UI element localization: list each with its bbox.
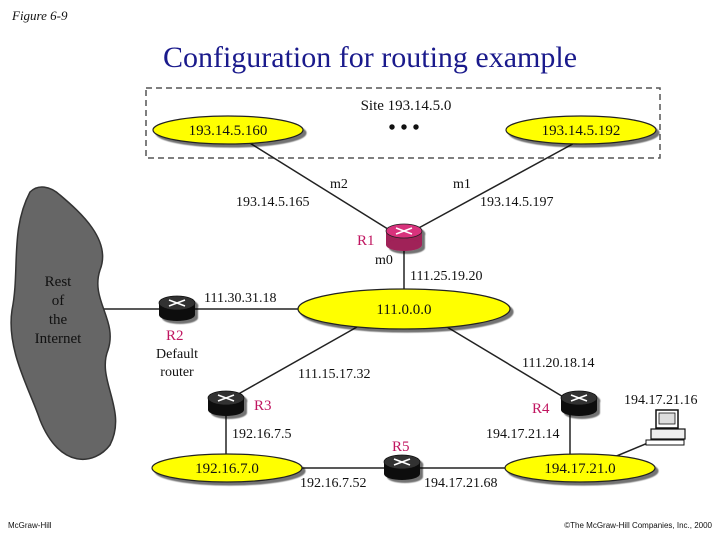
figure-label: Figure 6-9: [12, 8, 68, 23]
internet-cloud: [11, 187, 116, 459]
router-r2: [159, 296, 195, 321]
r1-m1-label: m1: [453, 177, 471, 192]
r1-m2-label: m2: [330, 177, 348, 192]
site-host-right: [506, 116, 656, 144]
footer-left: McGraw-Hill: [8, 521, 52, 530]
site-host-left-label: 193.14.5.160: [188, 123, 268, 139]
r4-backbone-address: 111.20.18.14: [522, 356, 595, 371]
link-r1-host-left: [245, 140, 399, 236]
internet-line1: Rest: [44, 274, 72, 290]
r1-m2-address: 193.14.5.165: [236, 195, 310, 210]
site-host-right-label: 193.14.5.192: [541, 123, 621, 139]
ellipsis: • • •: [388, 117, 420, 139]
r3-backbone-address: 111.15.17.32: [298, 367, 371, 382]
router-r5: [384, 455, 420, 480]
router-r3: [208, 391, 244, 416]
r5-left-address: 192.16.7.52: [300, 476, 367, 491]
backbone-label: 111.0.0.0: [376, 302, 432, 318]
site-label: Site 193.14.5.0: [360, 98, 452, 114]
r3-lan-address: 192.16.7.5: [232, 427, 292, 442]
router-r4: [561, 391, 597, 416]
r4-name: R4: [532, 401, 550, 417]
network-left: [152, 454, 302, 482]
router-r1: [386, 224, 422, 251]
r2-address: 111.30.31.18: [204, 291, 277, 306]
backbone-network: [298, 289, 510, 329]
footer-right: ©The McGraw-Hill Companies, Inc., 2000: [564, 521, 712, 530]
r1-name: R1: [357, 233, 375, 249]
network-right: [505, 454, 655, 482]
r5-right-address: 194.17.21.68: [424, 476, 498, 491]
r1-m0-label: m0: [375, 253, 393, 268]
network-right-label: 194.17.21.0: [544, 461, 616, 477]
r2-name: R2: [166, 328, 184, 344]
network-left-label: 192.16.7.0: [195, 461, 259, 477]
r1-m1-address: 193.14.5.197: [480, 195, 554, 210]
link-backbone-r3: [226, 327, 357, 401]
computer-icon: [646, 410, 685, 445]
link-r1-host-right: [404, 140, 580, 236]
host-address: 194.17.21.16: [624, 393, 698, 408]
internet-line2: of: [51, 293, 65, 309]
r5-name: R5: [392, 439, 410, 455]
r1-m0-address: 111.25.19.20: [410, 269, 483, 284]
internet-line3: the: [48, 312, 68, 328]
r2-desc1: Default: [156, 347, 198, 362]
internet-line4: Internet: [34, 331, 82, 347]
r4-lan-address: 194.17.21.14: [486, 427, 560, 442]
site-host-left: [153, 116, 303, 144]
r2-desc2: router: [160, 365, 194, 380]
r3-name: R3: [254, 398, 272, 414]
page-title: Configuration for routing example: [162, 41, 578, 74]
